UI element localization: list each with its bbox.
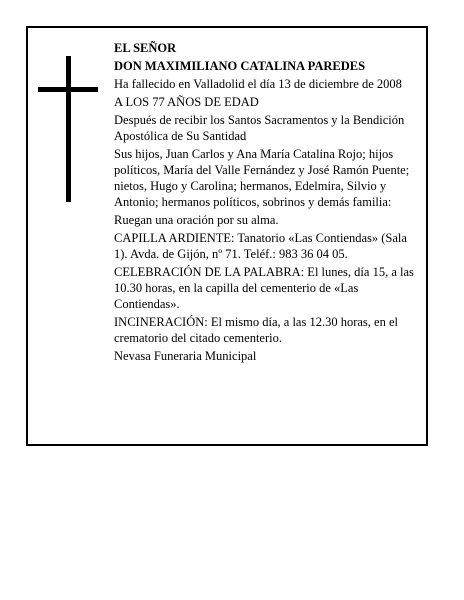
prayer-line: Ruegan una oración por su alma. (114, 213, 279, 227)
family-line: Sus hijos, Juan Carlos y Ana María Catalina Rojo; hijos políticos, María del Valle Fernández y José Ramón Puente; nietos, Hugo y Carolina; hermanos, Edelmira, Silvio y Antonio; hermanos políticos, sobrinos y demás familia: (114, 147, 410, 209)
deceased-name: DON MAXIMILIANO CATALINA PAREDES (114, 59, 366, 73)
cross-vertical-bar (66, 56, 71, 202)
chapel-line: CAPILLA ARDIENTE: Tanatorio «Las Contiendas» (Sala 1). Avda. de Gijón, nº 71. Teléf.: 983 36 04 05. (114, 231, 407, 261)
cremation-line: INCINERACIÓN: El mismo día, a las 12.30 horas, en el crematorio del citado cementerio. (114, 315, 398, 345)
age-line: A LOS 77 AÑOS DE EDAD (114, 95, 259, 109)
obituary-notice (26, 26, 428, 446)
death-line: Ha fallecido en Valladolid el día 13 de diciembre de 2008 (114, 77, 402, 91)
funeral-home: Nevasa Funeraria Municipal (114, 349, 257, 363)
cross-horizontal-bar (38, 87, 98, 92)
sacraments-line: Después de recibir los Santos Sacramentos y la Bendición Apostólica de Su Santidad (114, 113, 405, 143)
notice-text (114, 40, 422, 366)
cross-icon (38, 56, 98, 202)
salutation: EL SEÑOR (114, 41, 177, 55)
celebration-line: CELEBRACIÓN DE LA PALABRA: El lunes, día 15, a las 10.30 horas, en la capilla del cementerio de «Las Contiendas». (114, 265, 414, 311)
